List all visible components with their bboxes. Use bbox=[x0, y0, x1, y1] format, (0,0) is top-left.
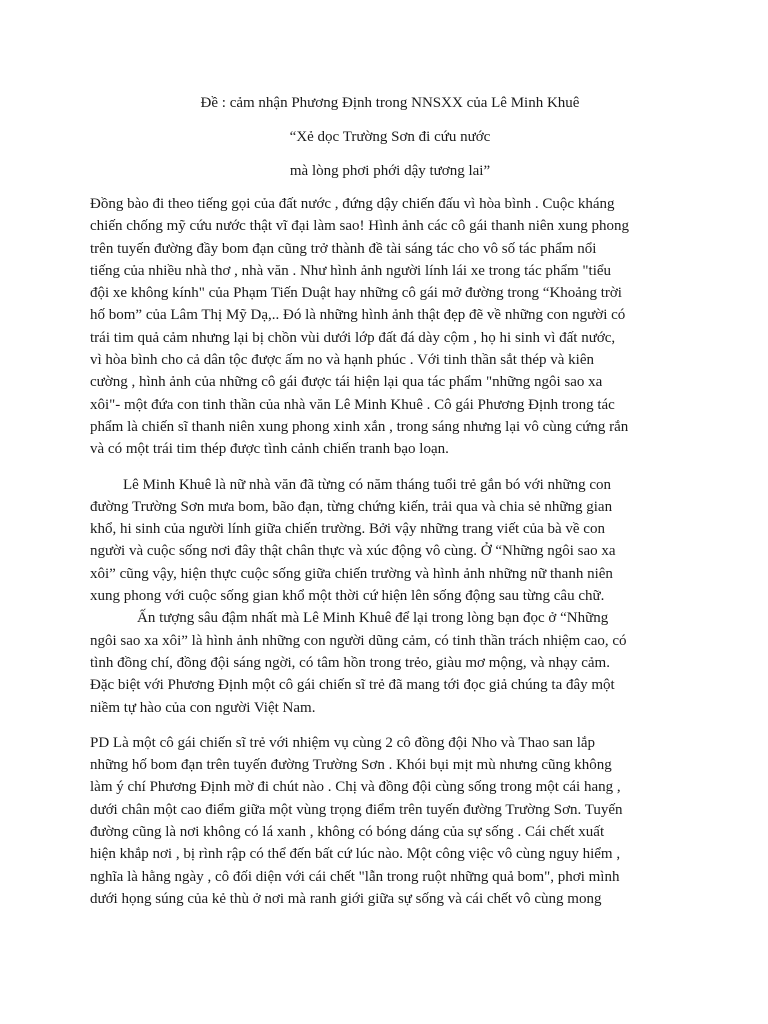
text-line: Đặc biệt với Phương Định một cô gái chiến sĩ trẻ đã mang tới đọc giả chúng ta đây một bbox=[90, 677, 615, 694]
text-line: tiếng của nhiều nhà thơ , nhà văn . Như hình ảnh người lính lái xe trong tác phẩm "tiểu bbox=[90, 262, 612, 279]
text-line: người và cuộc sống nơi đây thật chân thực và xúc động vô cùng. Ở “Những ngôi sao xa bbox=[90, 543, 616, 560]
text-line: xôi” cũng vậy, hiện thực cuộc sống giữa chiến trường và hình ảnh những nữ thanh niên bbox=[90, 565, 613, 582]
paragraph-author bbox=[90, 474, 690, 608]
text-line: hố bom” của Lâm Thị Mỹ Dạ,.. Đó là những hình ảnh thật đẹp đẽ về những con người có bbox=[90, 307, 626, 324]
text-line: tình đồng chí, đồng đội sáng ngời, có tâm hồn trong trẻo, giàu mơ mộng, và nhạy cảm. bbox=[90, 654, 610, 671]
page-title: Đề : cảm nhận Phương Định trong NNSXX của Lê Minh Khuê bbox=[200, 95, 580, 111]
text-line: chiến chống mỹ cứu nước thật vĩ đại làm sao! Hình ảnh các cô gái thanh niên xung phong bbox=[90, 218, 630, 235]
epigraph-line-1: “Xẻ dọc Trường Sơn đi cứu nước bbox=[289, 129, 491, 145]
text-line: dưới chân một cao điểm giữa một vùng trọng điểm trên tuyến đường Trường Sơn. Tuyến bbox=[90, 801, 623, 818]
text-line: và có một trái tim thép được tình cảnh chiến tranh bạo loạn. bbox=[90, 441, 449, 458]
text-line: nghĩa là hằng ngày , cô đối diện với cái chết "lẫn trong ruột những quả bom", phơi mình bbox=[90, 868, 620, 885]
text-line: niềm tự hào của con người Việt Nam. bbox=[90, 699, 316, 716]
text-line: đội xe không kính" của Phạm Tiến Duật hay những cô gái mở đường trong “Khoảng trời bbox=[90, 285, 622, 302]
text-line: trái tim quả cảm nhưng lại bị chồn vùi dưới lớp đất đá dày cộm , họ hi sinh vì đất nước, bbox=[90, 329, 616, 346]
text-line: vì hòa bình cho cả dân tộc được ấm no và hạnh phúc . Với tinh thần sắt thép và kiên bbox=[90, 352, 595, 369]
text-line: Ấn tượng sâu đậm nhất mà Lê Minh Khuê để lại trong lòng bạn đọc ở “Những bbox=[137, 610, 609, 627]
text-line: khổ, hi sinh của người lính giữa chiến trường. Bởi vậy những trang viết của bà về con bbox=[90, 521, 605, 538]
paragraph-impression bbox=[90, 607, 690, 718]
text-line: đường cũng là nơi không có lá xanh , không có bóng dáng của sự sống . Cái chết xuất bbox=[90, 824, 605, 841]
text-line: Lê Minh Khuê là nữ nhà văn đã từng có năm tháng tuổi trẻ gắn bó với những con bbox=[123, 476, 612, 493]
text-line: ngôi sao xa xôi” là hình ảnh những con người dũng cảm, có tinh thần trách nhiệm cao, có bbox=[90, 632, 627, 649]
text-line: xôi"- một đứa con tinh thần của nhà văn Lê Minh Khuê . Cô gái Phương Định trong tác bbox=[90, 396, 615, 413]
document-page bbox=[90, 93, 690, 910]
text-line: cường , hình ảnh của những cô gái được tái hiện lại qua tác phẩm "những ngôi sao xa bbox=[90, 374, 603, 391]
text-line: hiện khắp nơi , bị rình rập có thể đến bất cứ lúc nào. Một công việc vô cùng nguy hiểm , bbox=[90, 846, 621, 863]
text-line: xung phong với cuộc sống gian khổ một thời cứ hiện lên sống động sau từng câu chữ. bbox=[90, 588, 605, 605]
text-line: PD Là một cô gái chiến sĩ trẻ với nhiệm vụ cùng 2 cô đồng đội Nho và Thao san lắp bbox=[90, 734, 596, 751]
text-line: phẩm là chiến sĩ thanh niên xung phong xinh xắn , trong sáng nhưng lại vô cùng cứng rắn bbox=[90, 418, 629, 435]
text-line: dưới họng súng của kẻ thù ở nơi mà ranh giới giữa sự sống và cái chết vô cùng mong bbox=[90, 890, 602, 907]
text-line: đường Trường Sơn mưa bom, bão đạn, từng chứng kiến, trải qua và chia sẻ những gian bbox=[90, 498, 613, 515]
epigraph-line-2: mà lòng phơi phới dậy tương lai” bbox=[289, 163, 491, 179]
text-line: làm ý chí Phương Định mờ đi chút nào . Chị và đồng đội cùng sống trong một cái hang , bbox=[90, 779, 621, 796]
paragraph-intro bbox=[90, 193, 690, 461]
text-line: trên tuyến đường đầy bom đạn cũng trở thành đề tài sáng tác cho vô số tác phẩm nổi bbox=[90, 240, 597, 257]
paragraph-phuong-dinh bbox=[90, 732, 690, 910]
text-line: những hố bom đạn trên tuyến đường Trường Sơn . Khói bụi mịt mù nhưng cũng không bbox=[90, 757, 612, 774]
text-line: Đồng bào đi theo tiếng gọi của đất nước , đứng dậy chiến đấu vì hòa bình . Cuộc kháng bbox=[90, 196, 615, 212]
